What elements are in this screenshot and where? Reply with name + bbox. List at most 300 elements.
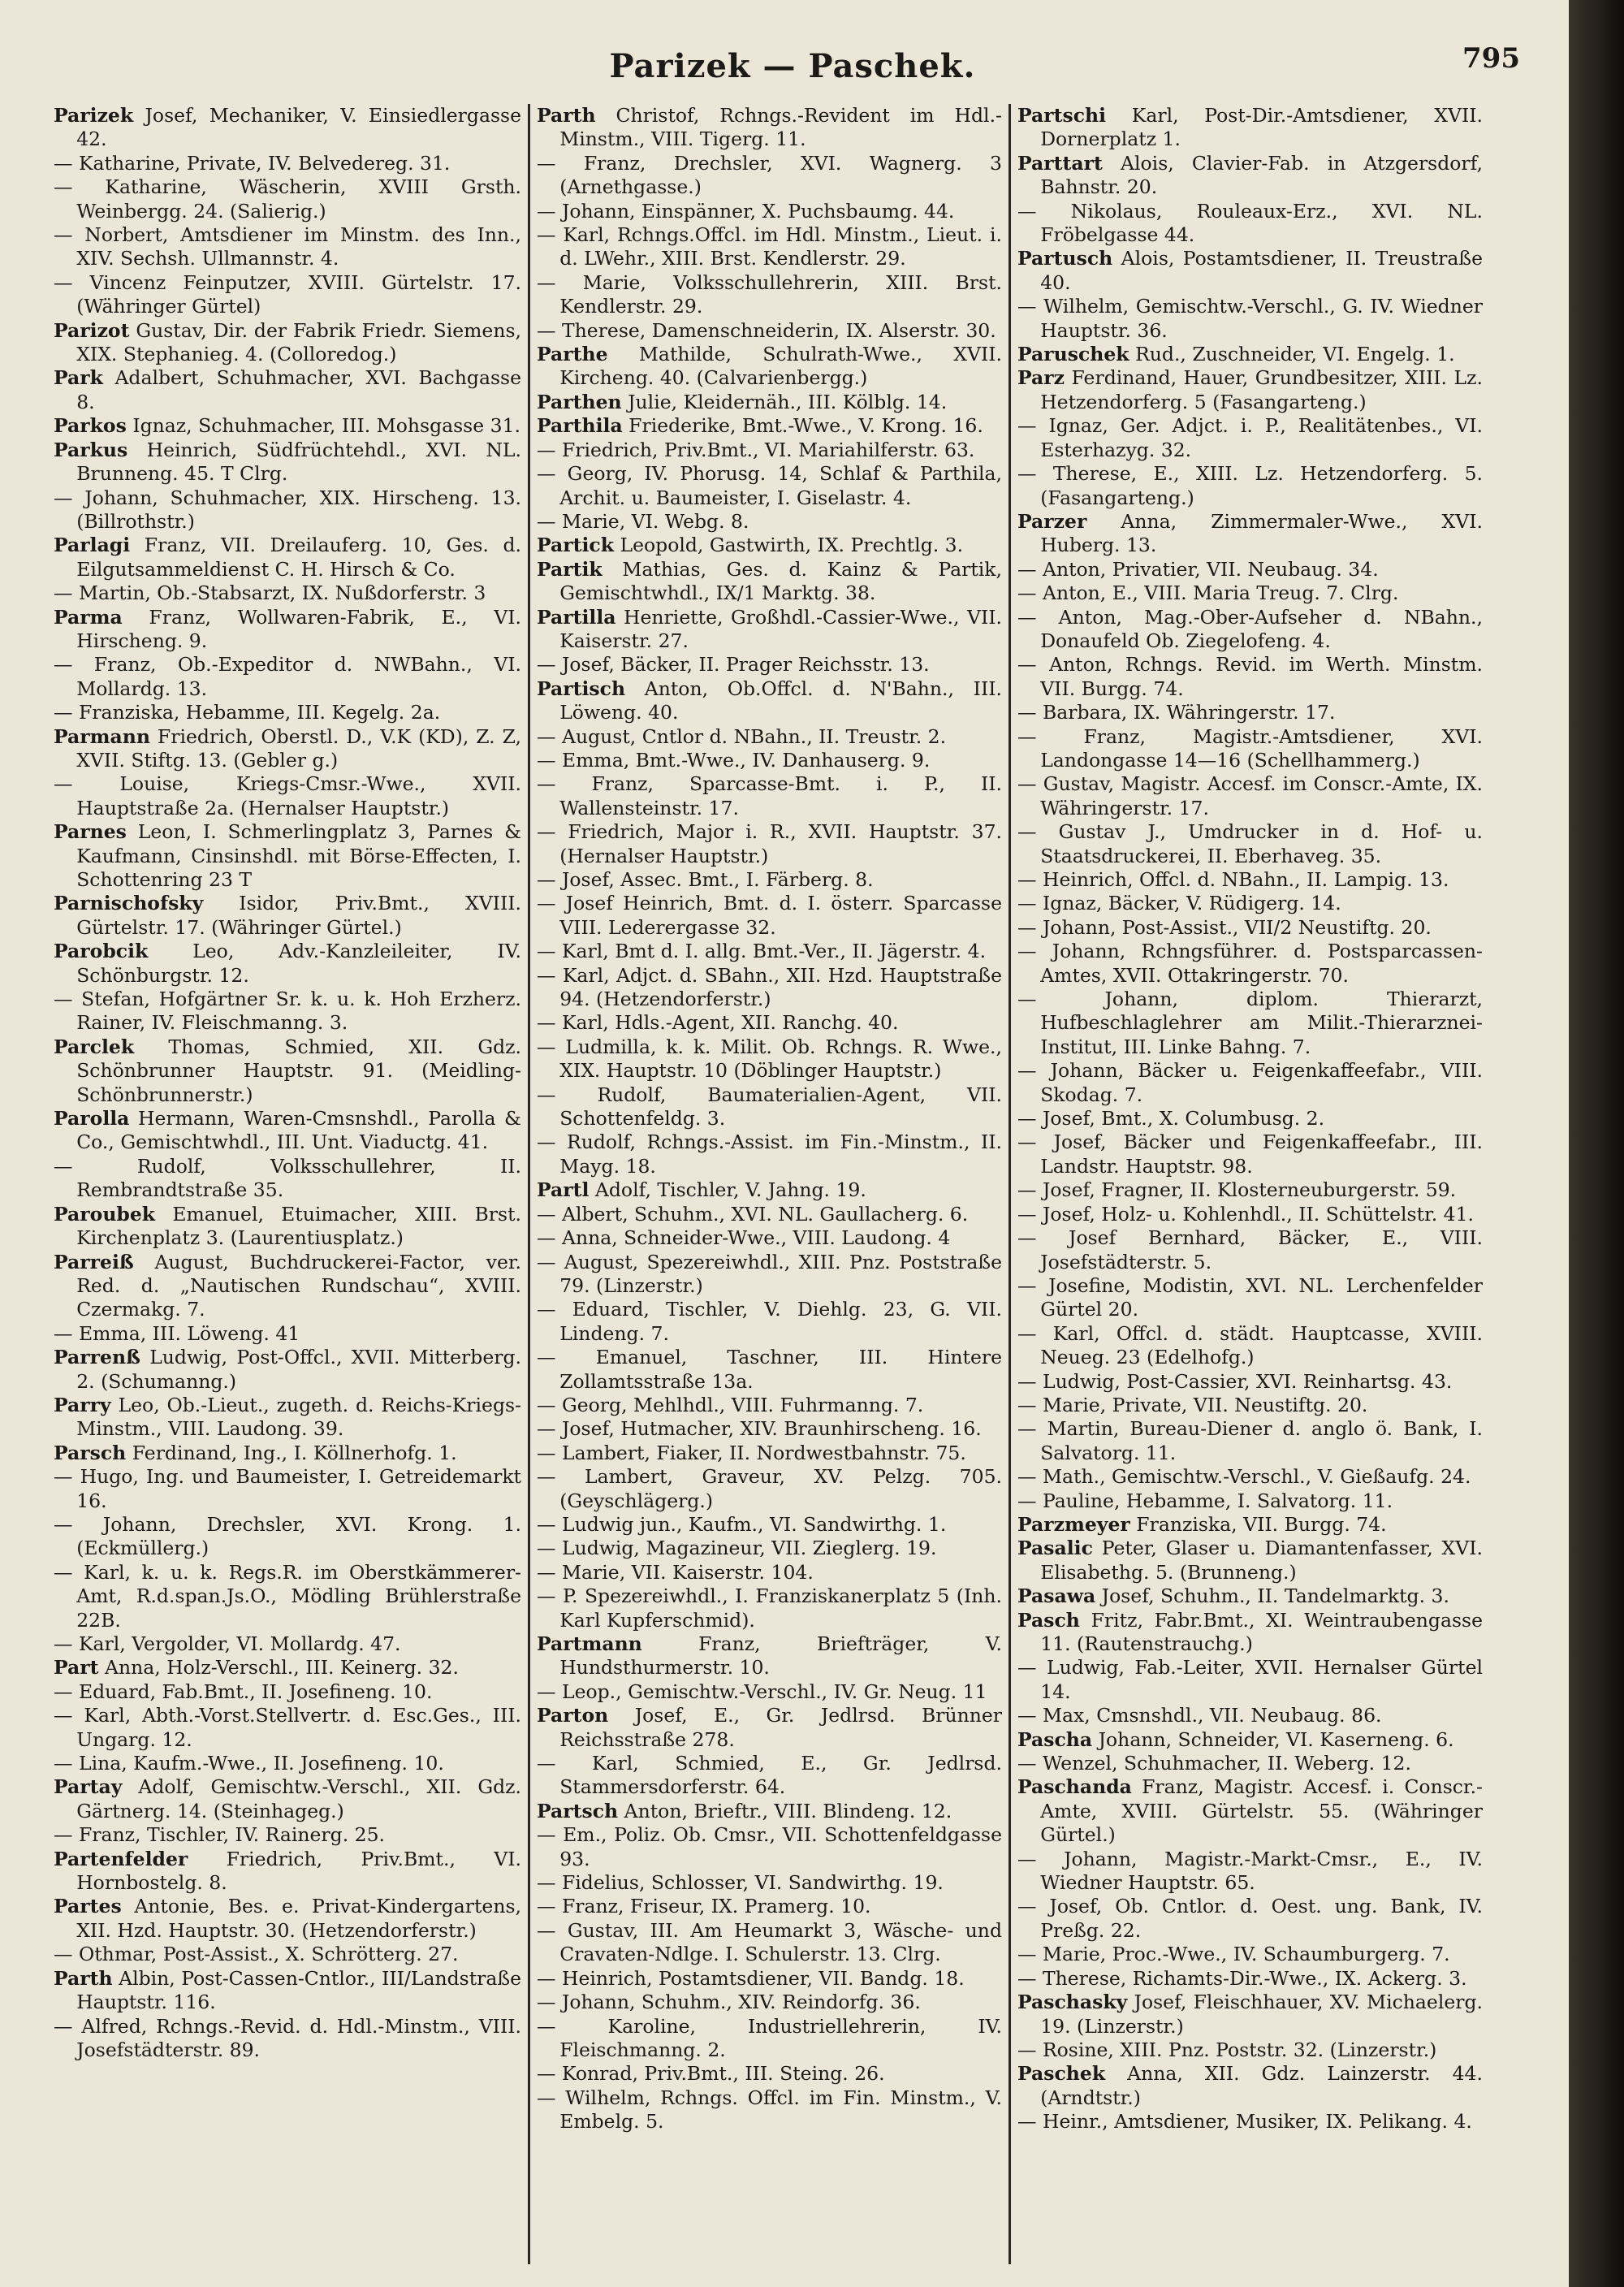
entry-surname: Parma: [54, 605, 123, 629]
entry-text: — Ludwig, Fab.-Leiter, XVII. Hernalser Gürtel 14.: [1017, 1656, 1483, 1703]
directory-entry: [54, 1632, 521, 1656]
directory-entry: [1017, 1991, 1483, 2038]
entry-text: Leon, I. Schmerlingplatz 3, Parnes & Kaufmann, Cinsinshdl. mit Börse-Effecten, I. Schottenring 23 T: [76, 820, 521, 891]
directory-entry: [537, 414, 1002, 438]
directory-entry: [54, 1394, 521, 1442]
entry-surname: Paschasky: [1017, 1991, 1128, 2014]
directory-entry: [1017, 1752, 1483, 1775]
directory-entry: [54, 1656, 521, 1680]
directory-entry: [54, 1895, 521, 1943]
directory-entry: [54, 1943, 521, 1966]
directory-entry: [1017, 1895, 1483, 1943]
directory-entry: [54, 271, 521, 319]
directory-entry: [1017, 510, 1483, 558]
entry-text: Josef, Schuhm., II. Tandelmarktg. 3.: [1101, 1584, 1449, 1608]
entry-text: Josef, Mechaniker, V. Einsiedlergasse 42.: [76, 104, 521, 151]
directory-entry: [537, 271, 1002, 319]
directory-columns: [47, 104, 1491, 2264]
entry-text: — Nikolaus, Rouleaux-Erz., XVI. NL. Fröbelgasse 44.: [1017, 199, 1483, 247]
entry-text: Franz, Wollwaren-Fabrik, E., VI. Hirscheng. 9.: [76, 605, 521, 652]
entry-text: — Karl, Abth.-Vorst.Stellvertr. d. Esc.Ges., III. Ungarg. 12.: [54, 1704, 521, 1751]
entry-text: — Emma, III. Löweng. 41: [54, 1321, 300, 1345]
entry-text: — Josef, Hutmacher, XIV. Braunhirscheng. 16.: [537, 1417, 982, 1441]
directory-entry: [1017, 462, 1483, 510]
entry-text: — Marie, Proc.-Wwe., IV. Schaumburgerg. 7.: [1017, 1943, 1450, 1966]
directory-entry: [54, 820, 521, 892]
entry-text: Ferdinand, Hauer, Grundbesitzer, XIII. Lz. Hetzendorferg. 5 (Fasangarteng.): [1040, 366, 1483, 413]
directory-entry: [1017, 868, 1483, 892]
directory-entry: [54, 701, 521, 724]
entry-text: — Josef, Bäcker, II. Prager Reichsstr. 13.: [537, 653, 930, 677]
entry-text: Mathilde, Schulrath-Wwe., XVII. Kircheng. 40. (Calvarienbergg.): [559, 343, 1002, 390]
entry-text: Franziska, VII. Burgg. 74.: [1136, 1512, 1387, 1536]
directory-entry: [537, 1991, 1002, 2014]
directory-entry: [537, 1680, 1002, 1704]
directory-entry: [54, 366, 521, 414]
entry-surname: Parreiß: [54, 1250, 134, 1273]
entry-text: Adolf, Tischler, V. Jahng. 19.: [594, 1178, 866, 1202]
directory-entry: [1017, 1704, 1483, 1727]
directory-entry: [537, 1752, 1002, 1800]
directory-entry: [54, 1322, 521, 1346]
entry-text: — Wilhelm, Rchngs. Offcl. im Fin. Minstm., V. Embelg. 5.: [537, 2086, 1002, 2134]
directory-entry: [54, 2015, 521, 2063]
book-edge: [1569, 0, 1624, 2287]
directory-entry: [537, 653, 1002, 677]
directory-entry: [1017, 606, 1483, 654]
directory-entry: [1017, 940, 1483, 988]
entry-text: — Josef Bernhard, Bäcker, E., VIII. Josefstädterstr. 5.: [1017, 1226, 1483, 1273]
directory-entry: [537, 462, 1002, 510]
entry-text: — Rudolf, Rchngs.-Assist. im Fin.-Minstm., II. Mayg. 18.: [537, 1131, 1002, 1178]
directory-entry: [537, 319, 1002, 343]
directory-entry: [54, 1704, 521, 1752]
entry-text: Fritz, Fabr.Bmt., XI. Weintraubengasse 11. (Rautenstrauchg.): [1040, 1608, 1483, 1655]
entry-text: — Franz, Friseur, IX. Pramerg. 10.: [537, 1895, 871, 1918]
entry-text: Mathias, Ges. d. Kainz & Partik, Gemischtwhdl., IX/1 Marktg. 38.: [559, 557, 1002, 605]
entry-text: Ludwig, Post-Offcl., XVII. Mitterberg. 2. (Schumanng.): [76, 1346, 521, 1393]
directory-entry: [1017, 1848, 1483, 1896]
entry-surname: Parry: [54, 1393, 111, 1416]
entry-text: — Konrad, Priv.Bmt., III. Steing. 26.: [537, 2062, 885, 2086]
directory-entry: [54, 175, 521, 223]
entry-surname: Parizek: [54, 104, 134, 127]
entry-surname: Parton: [537, 1704, 609, 1727]
directory-entry: [1017, 1131, 1483, 1178]
entry-surname: Partilla: [537, 605, 616, 629]
entry-text: August, Buchdruckerei-Factor, ver. Red. d. „Nautischen Rundschau“, XVIII. Czermakg. 7.: [76, 1250, 521, 1321]
directory-entry: [54, 1251, 521, 1322]
entry-text: — Ludmilla, k. k. Milit. Ob. Rchngs. R. Wwe., XIX. Hauptstr. 10 (Döblinger Hauptstr.): [537, 1035, 1002, 1083]
entry-text: — Lambert, Fiaker, II. Nordwestbahnstr. 75.: [537, 1441, 966, 1464]
entry-text: — Marie, Volksschullehrerin, XIII. Brst. Kendlerstr. 29.: [537, 270, 1002, 318]
entry-surname: Parobcik: [54, 940, 149, 963]
entry-text: — Karl, k. u. k. Regs.R. im Oberstkämmerer-Amt, R.d.span.Js.O., Mödling Brühlerstraße 22B.: [54, 1560, 521, 1632]
directory-entry: [1017, 1465, 1483, 1489]
directory-entry: [1017, 2110, 1483, 2134]
entry-text: Isidor, Priv.Bmt., XVIII. Gürtelstr. 17. (Währinger Gürtel.): [76, 892, 521, 939]
entry-text: Alois, Clavier-Fab. in Atzgersdorf, Bahnstr. 20.: [1040, 151, 1483, 199]
directory-entry: [1017, 1656, 1483, 1704]
directory-entry: [537, 772, 1002, 820]
entry-text: — August, Spezereiwhdl., XIII. Pnz. Poststraße 79. (Linzerstr.): [537, 1250, 1002, 1297]
directory-entry: [54, 1465, 521, 1513]
directory-entry: [537, 1178, 1002, 1202]
directory-entry: [537, 940, 1002, 963]
entry-text: — Emma, Bmt.-Wwe., IV. Danhauserg. 9.: [537, 748, 931, 772]
directory-entry: [1017, 2038, 1483, 2062]
directory-entry: [537, 1800, 1002, 1823]
directory-entry: [537, 1465, 1002, 1513]
entry-text: — Ludwig jun., Kaufm., VI. Sandwirthg. 1.: [537, 1512, 947, 1536]
page-number: 795: [1462, 42, 1520, 75]
directory-entry: [537, 558, 1002, 606]
entry-text: — Johann, Drechsler, XVI. Krong. 1. (Eckmüllerg.): [54, 1512, 521, 1560]
entry-text: — Anton, Mag.-Ober-Aufseher d. NBahn., Donaufeld Ob. Ziegelofeng. 4.: [1017, 605, 1483, 652]
entry-surname: Parthila: [537, 414, 623, 438]
entry-text: Josef, Fleischhauer, XV. Michaelerg. 19. (Linzerstr.): [1040, 1991, 1483, 2038]
directory-entry: [537, 1895, 1002, 1918]
directory-entry: [537, 1513, 1002, 1537]
entry-text: Julie, Kleidernäh., III. Kölblg. 14.: [628, 390, 948, 413]
entry-surname: Parkos: [54, 414, 127, 438]
entry-text: Albin, Post-Cassen-Cntlor., III/Landstraße Hauptstr. 116.: [76, 1966, 521, 2014]
entry-text: — Marie, VI. Webg. 8.: [537, 509, 749, 533]
entry-text: — Johann, Magistr.-Markt-Cmsr., E., IV. Wiedner Hauptstr. 65.: [1017, 1847, 1483, 1895]
directory-entry: [54, 1513, 521, 1561]
directory-entry: [1017, 343, 1483, 366]
entry-text: — Franz, Tischler, IV. Rainerg. 25.: [54, 1823, 386, 1847]
entry-text: — Lambert, Graveur, XV. Pelzg. 705. (Geyschlägerg.): [537, 1465, 1002, 1512]
directory-entry: [54, 104, 521, 152]
directory-entry: [1017, 1489, 1483, 1513]
directory-entry: [537, 1632, 1002, 1680]
entry-text: Franz, Magistr. Accesf. i. Conscr.-Amte, XVIII. Gürtelstr. 55. (Währinger Gürtel.): [1040, 1775, 1483, 1847]
entry-text: — Franz, Magistr.-Amtsdiener, XVI. Landongasse 14—16 (Schellhammerg.): [1017, 724, 1483, 772]
entry-surname: Parsch: [54, 1441, 127, 1464]
directory-entry: [1017, 1370, 1483, 1394]
entry-surname: Parthen: [537, 390, 622, 413]
directory-entry: [1017, 1322, 1483, 1370]
entry-surname: Partmann: [537, 1632, 642, 1655]
entry-text: — Math., Gemischtw.-Verschl., V. Gießaufg. 24.: [1017, 1465, 1471, 1489]
entry-text: — Norbert, Amtsdiener im Minstm. des Inn., XIV. Sechsh. Ullmannstr. 4.: [54, 223, 521, 270]
entry-text: — Max, Cmsnshdl., VII. Neubaug. 86.: [1017, 1704, 1382, 1727]
directory-entry: [1017, 152, 1483, 200]
entry-surname: Pasalic: [1017, 1537, 1093, 1560]
directory-entry: [54, 1561, 521, 1632]
directory-entry: [54, 414, 521, 438]
directory-entry: [1017, 366, 1483, 414]
entry-surname: Paschanda: [1017, 1775, 1132, 1799]
directory-entry: [1017, 558, 1483, 581]
directory-entry: [537, 749, 1002, 772]
directory-entry: [1017, 104, 1483, 152]
directory-entry: [1017, 1203, 1483, 1226]
entry-text: — Johann, Bäcker u. Feigenkaffeefabr., VIII. Skodag. 7.: [1017, 1059, 1483, 1106]
entry-surname: Partisch: [537, 677, 626, 700]
entry-surname: Parttart: [1017, 151, 1103, 175]
entry-surname: Parzmeyer: [1017, 1512, 1130, 1536]
directory-entry: [54, 1442, 521, 1465]
entry-text: — Josef, Bmt., X. Columbusg. 2.: [1017, 1107, 1325, 1131]
entry-text: — Pauline, Hebamme, I. Salvatorg. 11.: [1017, 1489, 1393, 1512]
directory-entry: [1017, 1584, 1483, 1608]
entry-text: Peter, Glaser u. Diamantenfasser, XVI. Elisabethg. 5. (Brunneng.): [1040, 1537, 1483, 1584]
entry-text: — Ludwig, Post-Cassier, XVI. Reinhartsg. 43.: [1017, 1369, 1453, 1393]
directory-entry: [54, 534, 521, 581]
entry-text: Friedrich, Priv.Bmt., VI. Hornbostelg. 8.: [76, 1847, 521, 1895]
entry-surname: Partik: [537, 557, 603, 581]
entry-surname: Parrenß: [54, 1346, 140, 1369]
entry-text: Hermann, Waren-Cmsnshdl., Parolla & Co., Gemischtwhdl., III. Unt. Viaductg. 41.: [76, 1107, 521, 1154]
entry-surname: Parolla: [54, 1107, 130, 1131]
entry-text: Leo, Ob.-Lieut., zugeth. d. Reichs-Kriegs-Minstm., VIII. Laudong. 39.: [76, 1393, 521, 1441]
entry-text: — Gustav, III. Am Heumarkt 3, Wäsche- und Cravaten-Ndlge. I. Schulerstr. 13. Clrg.: [537, 1918, 1002, 1966]
directory-entry: [1017, 701, 1483, 724]
directory-entry: [54, 772, 521, 820]
entry-text: — Ludwig, Magazineur, VII. Zieglerg. 19.: [537, 1537, 937, 1560]
directory-entry: [1017, 772, 1483, 820]
entry-text: — Lina, Kaufm.-Wwe., II. Josefineng. 10.: [54, 1752, 444, 1775]
directory-entry: [537, 1561, 1002, 1584]
directory-entry: [537, 1442, 1002, 1465]
directory-entry: [1017, 2062, 1483, 2110]
column-1: [47, 104, 528, 2264]
entry-text: — Anton, Privatier, VII. Neubaug. 34.: [1017, 557, 1379, 581]
directory-entry: [1017, 1728, 1483, 1752]
entry-text: Antonie, Bes. e. Privat-Kindergartens, XII. Hzd. Hauptstr. 30. (Hetzendorferstr.): [76, 1895, 521, 1942]
directory-entry: [1017, 1537, 1483, 1584]
directory-entry: [537, 677, 1002, 725]
directory-entry: [1017, 581, 1483, 605]
directory-entry: [54, 1346, 521, 1394]
entry-text: Emanuel, Etuimacher, XIII. Brst. Kirchenplatz 3. (Laurentiusplatz.): [76, 1202, 521, 1250]
entry-surname: Parth: [537, 104, 596, 127]
entry-text: — Karl, Schmied, E., Gr. Jedlrsd. Stammersdorferstr. 64.: [537, 1752, 1002, 1799]
directory-entry: [1017, 1226, 1483, 1274]
entry-text: — Eduard, Tischler, V. Diehlg. 23, G. VII. Lindeng. 7.: [537, 1298, 1002, 1345]
entry-surname: Parizot: [54, 318, 130, 342]
directory-entry: [54, 152, 521, 175]
entry-text: — Louise, Kriegs-Cmsr.-Wwe., XVII. Hauptstraße 2a. (Hernalser Hauptstr.): [54, 772, 521, 819]
entry-text: Anna, Holz-Verschl., III. Keinerg. 32.: [105, 1656, 459, 1680]
entry-text: Anna, XII. Gdz. Lainzerstr. 44. (Arndtstr.): [1040, 2062, 1483, 2109]
directory-entry: [54, 725, 521, 773]
directory-entry: [1017, 295, 1483, 343]
entry-text: — Martin, Bureau-Diener d. anglo ö. Bank, I. Salvatorg. 11.: [1017, 1417, 1483, 1464]
directory-entry: [537, 200, 1002, 223]
entry-text: Rud., Zuschneider, VI. Engelg. 1.: [1135, 343, 1455, 366]
directory-entry: [54, 653, 521, 701]
entry-text: — Martin, Ob.-Stabsarzt, IX. Nußdorferstr. 3: [54, 581, 486, 605]
entry-text: — Eduard, Fab.Bmt., II. Josefineng. 10.: [54, 1680, 433, 1703]
entry-text: — Karl, Offcl. d. städt. Hauptcasse, XVIII. Neueg. 23 (Edelhofg.): [1017, 1321, 1483, 1369]
directory-entry: [537, 1011, 1002, 1035]
entry-text: — Karl, Hdls.-Agent, XII. Ranchg. 40.: [537, 1011, 899, 1035]
entry-text: — Fidelius, Schlosser, VI. Sandwirthg. 19.: [537, 1871, 944, 1895]
directory-entry: [1017, 1417, 1483, 1465]
entry-text: — Ignaz, Ger. Adjct. i. P., Realitätenbes., VI. Esterhazyg. 32.: [1017, 414, 1483, 461]
entry-surname: Parz: [1017, 366, 1065, 390]
entry-text: — Othmar, Post-Assist., X. Schrötterg. 27.: [54, 1943, 459, 1966]
entry-text: — Em., Poliz. Ob. Cmsr., VII. Schottenfeldgasse 93.: [537, 1823, 1002, 1870]
running-head: Parizek — Paschek.: [609, 47, 976, 85]
directory-entry: [537, 892, 1002, 940]
directory-entry: [537, 439, 1002, 462]
entry-text: — Franz, Drechsler, XVI. Wagnerg. 3 (Arnethgasse.): [537, 151, 1002, 199]
directory-entry: [537, 868, 1002, 892]
page-header: [49, 41, 1536, 97]
entry-text: — Johann, diplom. Thierarzt, Hufbeschlaglehrer am Milit.-Thierarznei-Institut, III. Linke Bahng. 7.: [1017, 988, 1483, 1058]
directory-entry: [54, 1035, 521, 1107]
entry-text: — Karl, Bmt d. I. allg. Bmt.-Ver., II. Jägerstr. 4.: [537, 940, 987, 963]
directory-entry: [54, 486, 521, 534]
directory-entry: [537, 1346, 1002, 1394]
directory-entry: [537, 1704, 1002, 1752]
entry-text: — Rudolf, Volksschullehrer, II. Rembrandtstraße 35.: [54, 1154, 521, 1202]
entry-text: Johann, Schneider, VI. Kaserneng. 6.: [1098, 1727, 1454, 1751]
entry-text: — Josef, Assec. Bmt., I. Färberg. 8.: [537, 868, 874, 891]
directory-entry: [1017, 653, 1483, 701]
entry-text: — Johann, Schuhmacher, XIX. Hirscheng. 13. (Billrothstr.): [54, 486, 521, 533]
entry-text: — Emanuel, Taschner, III. Hintere Zollamtsstraße 13a.: [537, 1346, 1002, 1393]
entry-text: — Katharine, Private, IV. Belvedereg. 31.: [54, 151, 451, 175]
directory-entry: [1017, 200, 1483, 248]
entry-text: — Josef Heinrich, Bmt. d. I. österr. Sparcasse VIII. Lederergasse 32.: [537, 892, 1002, 939]
column-2: [528, 104, 1009, 2264]
directory-entry: [1017, 1775, 1483, 1847]
entry-text: Anton, Brieftr., VIII. Blindeng. 12.: [624, 1799, 952, 1822]
directory-entry: [1017, 820, 1483, 868]
entry-text: — Friedrich, Major i. R., XVII. Hauptstr. 37. (Hernalser Hauptstr.): [537, 820, 1002, 867]
directory-entry: [1017, 1107, 1483, 1131]
directory-entry: [54, 606, 521, 654]
entry-surname: Park: [54, 366, 103, 390]
entry-text: — Heinr., Amtsdiener, Musiker, IX. Pelikang. 4.: [1017, 2110, 1472, 2134]
entry-surname: Pasawa: [1017, 1584, 1096, 1608]
entry-text: — Johann, Rchngsführer. d. Postsparcassen-Amtes, XVII. Ottakringerstr. 70.: [1017, 940, 1483, 987]
entry-surname: Pascha: [1017, 1727, 1093, 1751]
entry-text: — Gustav J., Umdrucker in d. Hof- u. Staatsdruckerei, II. Eberhaveg. 35.: [1017, 820, 1483, 867]
entry-text: Anna, Zimmermaler-Wwe., XVI. Huberg. 13.: [1040, 509, 1483, 557]
entry-text: — Johann, Post-Assist., VII/2 Neustiftg. 20.: [1017, 915, 1432, 939]
entry-text: — Ignaz, Bäcker, V. Rüdigerg. 14.: [1017, 892, 1341, 915]
directory-entry: [537, 1871, 1002, 1895]
directory-entry: [1017, 916, 1483, 940]
entry-text: — Gustav, Magistr. Accesf. im Conscr.-Amte, IX. Währingerstr. 17.: [1017, 772, 1483, 819]
directory-entry: [537, 2086, 1002, 2134]
entry-text: Franz, Briefträger, V. Hundsthurmerstr. 10.: [559, 1632, 1002, 1680]
directory-entry: [537, 1584, 1002, 1632]
directory-entry: [54, 1775, 521, 1823]
entry-text: — Josef, Holz- u. Kohlenhdl., II. Schüttelstr. 41.: [1017, 1202, 1475, 1226]
directory-entry: [537, 606, 1002, 654]
directory-entry: [1017, 1394, 1483, 1417]
entry-surname: Parth: [54, 1966, 113, 1990]
entry-surname: Parclek: [54, 1035, 135, 1058]
directory-entry: [1017, 988, 1483, 1059]
entry-surname: Parkus: [54, 438, 128, 461]
entry-surname: Partes: [54, 1895, 122, 1918]
entry-text: — Johann, Einspänner, X. Puchsbaumg. 44.: [537, 199, 955, 223]
entry-surname: Part: [54, 1656, 99, 1680]
directory-entry: [1017, 1943, 1483, 1966]
entry-text: Ignaz, Schuhmacher, III. Mohsgasse 31.: [132, 414, 520, 438]
directory-entry: [54, 1823, 521, 1847]
directory-entry: [54, 1967, 521, 2015]
directory-entry: [537, 964, 1002, 1012]
directory-entry: [537, 152, 1002, 200]
directory-entry: [1017, 1178, 1483, 1202]
directory-entry: [537, 2015, 1002, 2063]
directory-entry: [54, 581, 521, 605]
directory-entry: [537, 1823, 1002, 1871]
entry-text: Friedrich, Oberstl. D., V.K (KD), Z. Z, XVII. Stiftg. 13. (Gebler g.): [76, 724, 521, 772]
entry-text: — Franziska, Hebamme, III. Kegelg. 2a.: [54, 701, 441, 724]
entry-surname: Paschek: [1017, 2062, 1106, 2086]
directory-entry: [537, 1203, 1002, 1226]
entry-text: Leopold, Gastwirth, IX. Prechtlg. 3.: [620, 534, 964, 557]
directory-entry: [54, 439, 521, 486]
entry-text: — August, Cntlor d. NBahn., II. Treustr. 2.: [537, 724, 947, 748]
directory-entry: [54, 892, 521, 940]
directory-entry: [537, 1298, 1002, 1346]
entry-text: Henriette, Großhdl.-Cassier-Wwe., VII. Kaiserstr. 27.: [559, 605, 1002, 652]
entry-surname: Partsch: [537, 1799, 619, 1822]
entry-text: — Anton, Rchngs. Revid. im Werth. Minstm. VII. Burgg. 74.: [1017, 653, 1483, 700]
directory-entry: [54, 223, 521, 271]
entry-text: Josef, E., Gr. Jedlrsd. Brünner Reichsstraße 278.: [559, 1704, 1002, 1751]
entry-surname: Parzer: [1017, 509, 1087, 533]
entry-text: — Franz, Sparcasse-Bmt. i. P., II. Wallensteinstr. 17.: [537, 772, 1002, 819]
directory-entry: [537, 1131, 1002, 1178]
entry-surname: Parmann: [54, 724, 150, 748]
directory-entry: [537, 2062, 1002, 2086]
directory-entry: [54, 940, 521, 988]
directory-entry: [537, 820, 1002, 868]
entry-text: — Wenzel, Schuhmacher, II. Weberg. 12.: [1017, 1752, 1411, 1775]
directory-entry: [54, 1752, 521, 1775]
entry-text: — Anna, Schneider-Wwe., VIII. Laudong. 4: [537, 1226, 951, 1250]
directory-entry: [1017, 1967, 1483, 1991]
directory-entry: [54, 1203, 521, 1251]
entry-text: — Josef, Bäcker und Feigenkaffeefabr., III. Landstr. Hauptstr. 98.: [1017, 1131, 1483, 1178]
entry-text: — Georg, Mehlhdl., VIII. Fuhrmanng. 7.: [537, 1393, 924, 1416]
entry-text: Franz, VII. Dreilauferg. 10, Ges. d. Eilgutsammeldienst C. H. Hirsch & Co.: [76, 534, 521, 581]
entry-text: Alois, Postamtsdiener, II. Treustraße 40.: [1040, 247, 1483, 294]
entry-text: — Albert, Schuhm., XVI. NL. Gaullacherg. 6.: [537, 1202, 969, 1226]
directory-entry: [1017, 414, 1483, 462]
entry-text: — Therese, Richamts-Dir.-Wwe., IX. Ackerg. 3.: [1017, 1966, 1467, 1990]
directory-entry: [537, 1035, 1002, 1083]
entry-text: — Karl, Rchngs.Offcl. im Hdl. Minstm., Lieut. i. d. LWehr., XIII. Brst. Kendlerstr. 29.: [537, 223, 1002, 270]
entry-surname: Parthe: [537, 343, 608, 366]
entry-text: — Georg, IV. Phorusg. 14, Schlaf & Parthila, Archit. u. Baumeister, I. Giselastr. 4.: [537, 462, 1002, 509]
entry-text: Anton, Ob.Offcl. d. N'Bahn., III. Löweng. 40.: [559, 677, 1002, 724]
entry-text: — Marie, VII. Kaiserstr. 104.: [537, 1560, 814, 1584]
entry-surname: Partl: [537, 1178, 590, 1202]
directory-entry: [537, 1226, 1002, 1250]
entry-text: Thomas, Schmied, XII. Gdz. Schönbrunner Hauptstr. 91. (Meidling-Schönbrunnerstr.): [76, 1035, 521, 1106]
entry-text: — Karl, Adjct. d. SBahn., XII. Hzd. Hauptstraße 94. (Hetzendorferstr.): [537, 963, 1002, 1011]
directory-entry: [54, 319, 521, 367]
directory-entry: [1017, 247, 1483, 295]
entry-text: — Katharine, Wäscherin, XVIII Grsth. Weinbergg. 24. (Salierig.): [54, 175, 521, 223]
entry-surname: Parnischofsky: [54, 892, 204, 915]
entry-text: — Anton, E., VIII. Maria Treug. 7. Clrg.: [1017, 581, 1399, 605]
entry-text: Karl, Post-Dir.-Amtsdiener, XVII. Dornerplatz 1.: [1040, 104, 1483, 151]
